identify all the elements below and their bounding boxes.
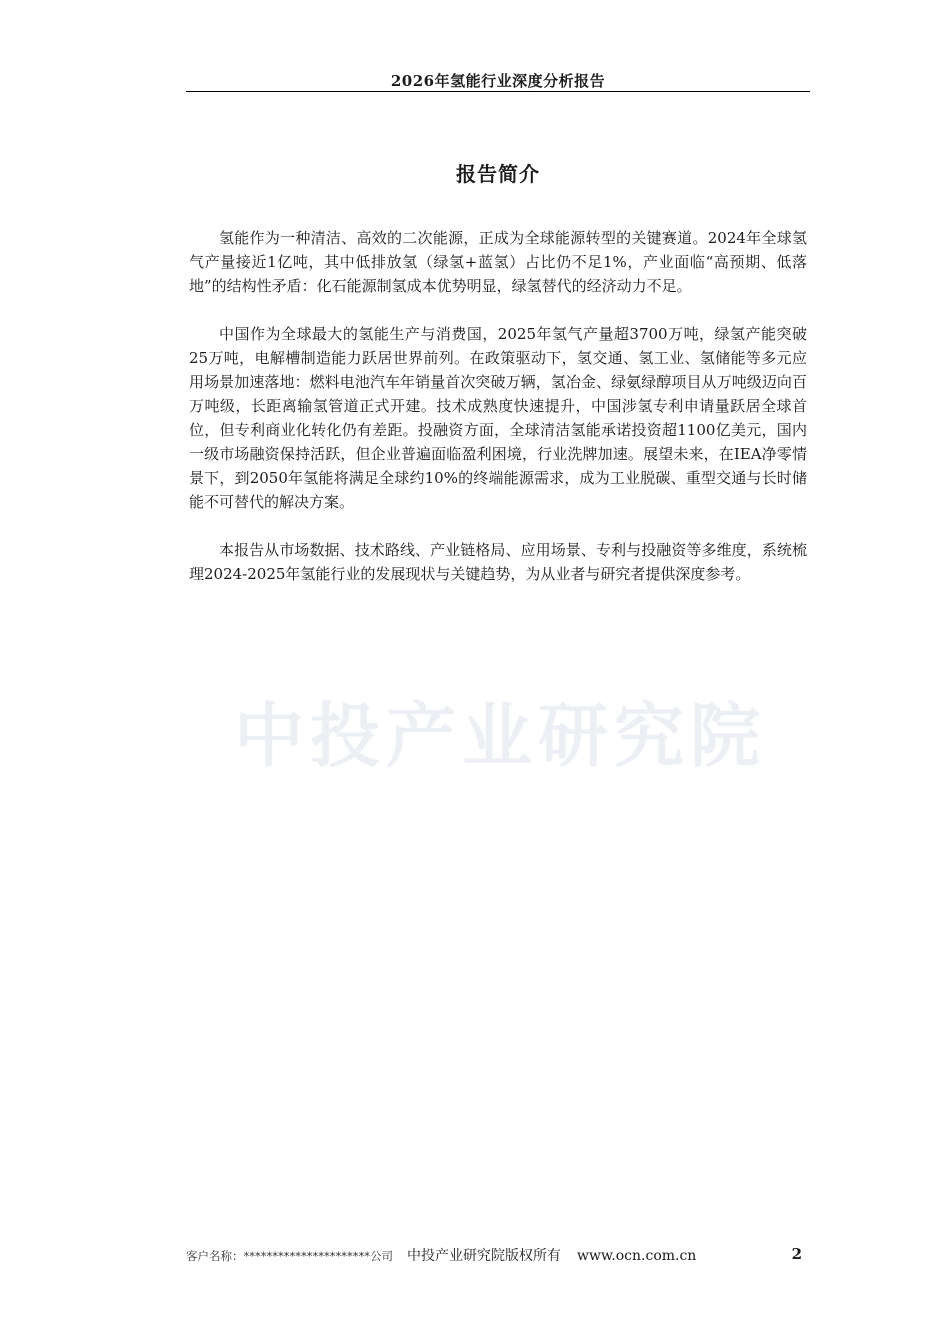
paragraph-report-scope: 本报告从市场数据、技术路线、产业链格局、应用场景、专利与投融资等多维度，系统梳理2024-2025年氢能行业的发展现状与关键趋势，为从业者与研究者提供深度参考。 [189, 541, 807, 583]
footer-website-link[interactable]: www.ocn.com.cn [577, 1248, 697, 1264]
page-number: 2 [791, 1245, 802, 1263]
footer-client-name: 客户名称：**********************公司 [186, 1249, 393, 1263]
header-divider [186, 91, 810, 92]
footer-copyright: 中投产业研究院版权所有 [407, 1248, 561, 1264]
report-body [189, 226, 807, 610]
paragraph-intro: 氢能作为一种清洁、高效的二次能源，正成为全球能源转型的关键赛道。2024年全球氢气产量接近1亿吨，其中低排放氢（绿氢+蓝氢）占比仍不足1%，产业面临“高预期、低落地”的结构性矛盾：化石能源制氢成本优势明显，绿氢替代的经济动力不足。 [189, 229, 807, 295]
paragraph-china-overview: 中国作为全球最大的氢能生产与消费国，2025年氢气产量超3700万吨，绿氢产能突破25万吨，电解槽制造能力跃居世界前列。在政策驱动下，氢交通、氢工业、氢储能等多元应用场景加速落地：燃料电池汽车年销量首次突破万辆，氢冶金、绿氨绿醇项目从万吨级迈向百万吨级，长距离输氢管道正式开建。技术成熟度快速提升，中国涉氢专利申请量跃居全球首位，但专利商业化转化仍有差距。投融资方面，全球清洁氢能承诺投资超1100亿美元，国内一级市场融资保持活跃，但企业普遍面临盈利困境，行业洗牌加速。展望未来，在IEA净零情景下，到2050年氢能将满足全球约10%的终端能源需求，成为工业脱碳、重型交通与长时储能不可替代的解决方案。 [189, 325, 807, 511]
page-footer [186, 1245, 810, 1265]
watermark-logo: 中投产业研究院 [234, 695, 766, 777]
section-title: 报告简介 [456, 162, 540, 186]
header-title: 2026年氢能行业深度分析报告 [390, 72, 606, 90]
